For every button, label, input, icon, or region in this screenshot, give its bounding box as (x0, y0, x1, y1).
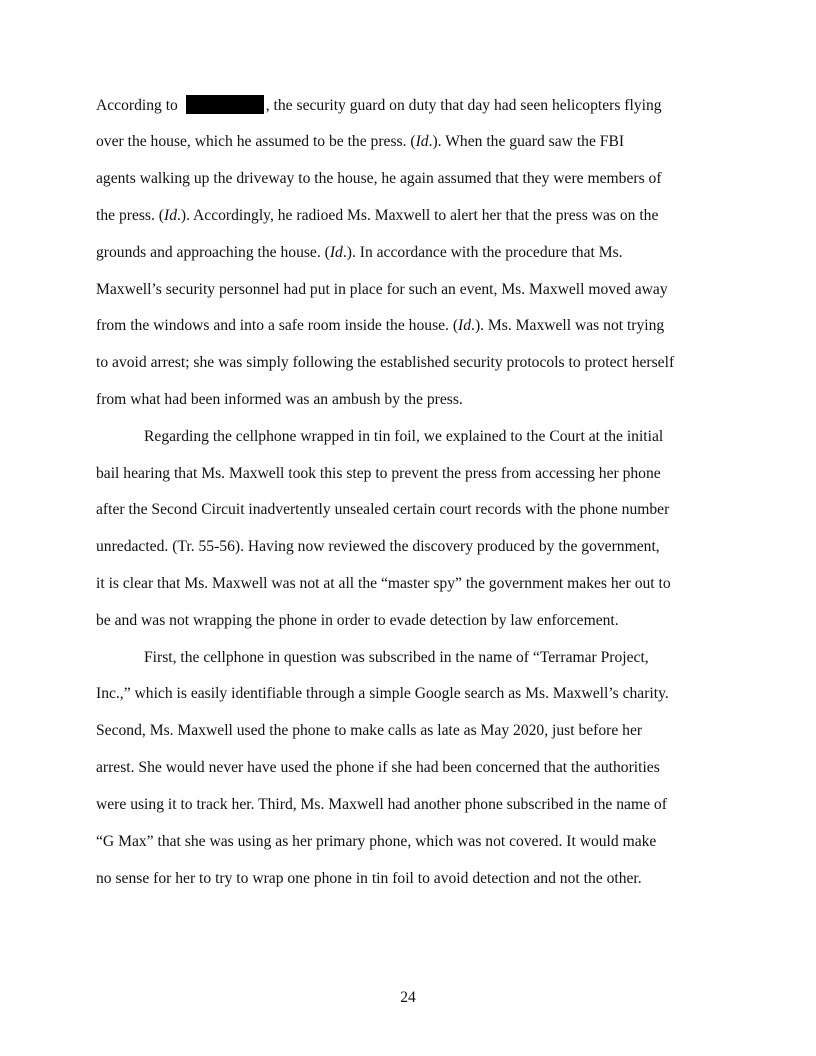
text-line (96, 95, 662, 116)
page-number: 24 (400, 989, 416, 1006)
text-fragment: from the windows and into a safe room inside the house. ( (96, 317, 459, 334)
text-line (96, 206, 658, 226)
citation-id: Id (164, 207, 177, 224)
text-fragment: , the security guard on duty that day had seen helicopters flying (265, 97, 662, 114)
text-line: after the Second Circuit inadvertently unsealed certain court records with the phone number (96, 501, 670, 518)
text-line: arrest. She would never have used the phone if she had been concerned that the authorities (96, 759, 660, 776)
text-line (96, 132, 624, 152)
text-fragment: .). In accordance with the procedure that Ms. (342, 244, 623, 261)
text-line: Second, Ms. Maxwell used the phone to make calls as late as May 2020, just before her (96, 722, 643, 739)
paragraph-first-line: Regarding the cellphone wrapped in tin foil, we explained to the Court at the initial (144, 428, 664, 445)
citation-id: Id (458, 317, 472, 334)
text-line: it is clear that Ms. Maxwell was not at all the “master spy” the government makes her out to (96, 575, 671, 592)
citation-id: Id (329, 244, 343, 261)
text-fragment: According to (96, 97, 182, 114)
text-line (96, 243, 623, 263)
text-line (96, 316, 664, 336)
text-line: “G Max” that she was using as her primary phone, which was not covered. It would make (96, 833, 657, 850)
paragraph-first-line: First, the cellphone in question was subscribed in the name of “Terramar Project, (144, 649, 649, 666)
redaction-block (186, 95, 264, 114)
text-line: no sense for her to try to wrap one phone in tin foil to avoid detection and not the other. (96, 870, 642, 887)
text-fragment: .). Ms. Maxwell was not trying (471, 317, 665, 334)
text-line: agents walking up the driveway to the house, he again assumed that they were members of (96, 170, 662, 187)
text-fragment: .). Accordingly, he radioed Ms. Maxwell to alert her that the press was on the (177, 207, 659, 224)
text-line: were using it to track her. Third, Ms. Maxwell had another phone subscribed in the name of (96, 796, 667, 813)
text-line: to avoid arrest; she was simply following the established security protocols to protect herself (96, 354, 675, 371)
text-line: bail hearing that Ms. Maxwell took this step to prevent the press from accessing her phone (96, 465, 661, 482)
text-fragment: grounds and approaching the house. ( (96, 244, 330, 261)
citation-id: Id (415, 133, 429, 150)
text-line: be and was not wrapping the phone in order to evade detection by law enforcement. (96, 612, 619, 629)
text-fragment: .). When the guard saw the FBI (428, 133, 625, 150)
text-line: from what had been informed was an ambush by the press. (96, 391, 463, 408)
text-line: Maxwell’s security personnel had put in place for such an event, Ms. Maxwell moved away (96, 281, 668, 298)
text-fragment: over the house, which he assumed to be the press. ( (96, 133, 416, 150)
text-fragment: the press. ( (96, 207, 164, 224)
text-line: unredacted. (Tr. 55-56). Having now reviewed the discovery produced by the government, (96, 538, 660, 555)
text-line: Inc.,” which is easily identifiable through a simple Google search as Ms. Maxwell’s charity. (96, 685, 669, 702)
